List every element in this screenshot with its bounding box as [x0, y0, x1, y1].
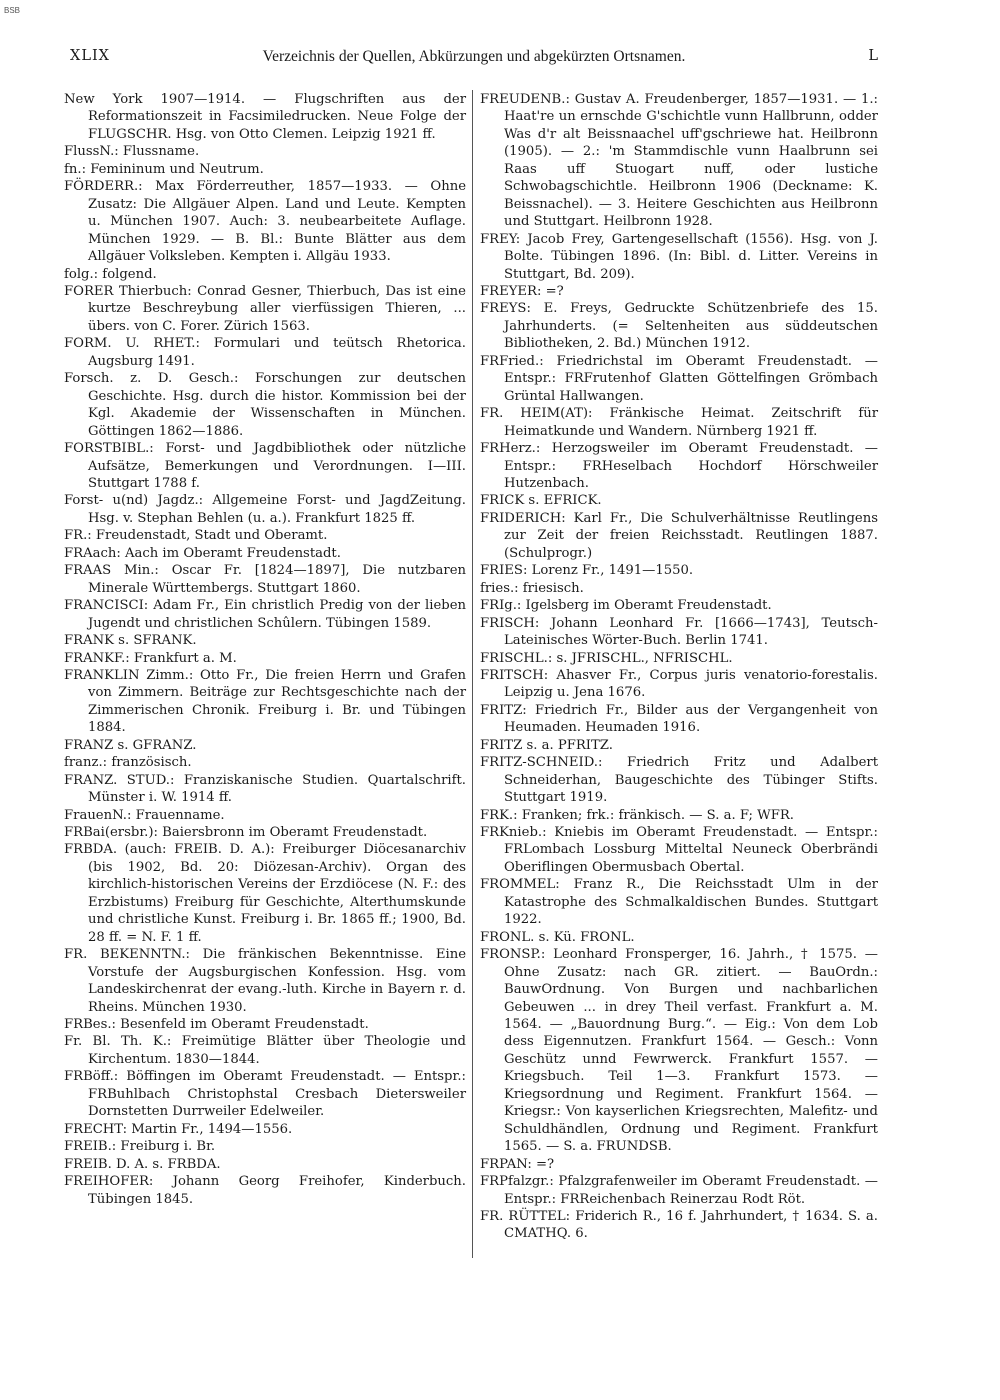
- dictionary-entry: FORM. U. RHET.: Formulari und teütsch Rhetorica. Augsburg 1491.: [64, 336, 466, 369]
- dictionary-entry: FlussN.: Flussname.: [64, 144, 200, 160]
- dictionary-entry: FRANKF.: Frankfurt a. M.: [64, 650, 237, 666]
- dictionary-entry: FRITZ: Friedrich Fr., Bilder aus der Vergangenheit von Heumaden. Heumaden 1916.: [480, 702, 878, 736]
- dictionary-entry: FRIg.: Igelsberg im Oberamt Freudenstadt.: [480, 598, 772, 614]
- dictionary-entry: FRISCH: Johann Leonhard Fr. [1666—1743], Teutsch-Lateinisches Wörter-Buch. Berlin 1741.: [480, 615, 878, 649]
- dictionary-entry: FRHerz.: Herzogsweiler im Oberamt Freudenstadt. — Entspr.: FRHeselbach Hochdorf Hörschweiler Hutzenbach.: [480, 441, 878, 491]
- dictionary-entry: Forsch. z. D. Gesch.: Forschungen zur deutschen Geschichte. Hsg. durch die histor. Kommission bei der Kgl. Akademie der Wissenschaften in München. Göttingen 1862—1886.: [64, 371, 466, 439]
- dictionary-entry: fries.: friesisch.: [480, 580, 584, 596]
- dictionary-entry: FRONSP.: Leonhard Fronsperger, 16. Jahrh., † 1575. — Ohne Zusatz: nach GR. zitiert. — BauOrdn.: BauwOrdnung. Von Burgen und nachbarlichen Gebeuwen ... in drey Theil verfast. Frankfurt a. M. 1564. — „Bauordnung Burg.“. — Eig.: Von dem Lob dess Eigennutzen. Frankfurt 1564. — Gesch.: Vonn Geschütz unnd Fewrwerck. Frankfurt 1557. — Kriegsbuch. Teil 1—3. Frankfurt 1573. — Kriegsordnung und Regiment. Frankfurt 1564. — Kriegsr.: Von kayserlichen Kriegsrechten, Malefitz- und Schuldhändlen, Ordnung und Regiment. Frankfurt 1565. — S. a. FRUNDSB.: [480, 947, 878, 1155]
- dictionary-entry: FÖRDERR.: Max Förderreuther, 1857—1933. — Ohne Zusatz: Die Allgäuer Alpen. Land und Leute. Kempten u. München 1907. Auch: 3. neubearbeitete Auflage. München 1929. — B. Bl.: Bunte Blätter aus dem Allgäuer Volksleben. Kempten i. Allgäu 1933.: [64, 179, 466, 265]
- dictionary-entry: FR. BEKENNTN.: Die fränkischen Bekenntnisse. Eine Vorstufe der Augsburgischen Konfession. Hsg. vom Landeskirchenrat der evang.-luth. Kirche in Bayern r. d. Rheins. München 1930.: [64, 947, 466, 1015]
- dictionary-entry: FREUDENB.: Gustav A. Freudenberger, 1857—1931. — 1.: Haat're un ernschde G'schichtle vunn Hallbrunn, odder Was d'r alt Beissnaachel uff'gschriewe hat. Heilbronn (1905). — 2.: 'm Stammdischle vunn Haalbrunn sei Raas uff Stuogart nuff, oder lustiche Schwobagschichtle. Heilbronn 1906 (Deckname: K. Beissnachel). — 3. Heitere Geschichten aus Heilbronn und Stuttgart. Heilbronn 1928.: [480, 92, 878, 230]
- dictionary-entry: Forst- u(nd) Jagdz.: Allgemeine Forst- und JagdZeitung. Hsg. v. Stephan Behlen (u. a.). Frankfurt 1825 ff.: [64, 493, 466, 526]
- column-divider: [472, 90, 473, 1258]
- dictionary-entry: FRITSCH: Ahasver Fr., Corpus juris venatorio-forestalis. Leipzig u. Jena 1676.: [480, 667, 878, 701]
- dictionary-entry: FRANCISCI: Adam Fr., Ein christlich Predig von der lieben Jugendt und christlichen Schûlern. Tübingen 1589.: [64, 598, 466, 631]
- dictionary-entry: FREIB.: Freiburg i. Br.: [64, 1139, 216, 1155]
- dictionary-entry: folg.: folgend.: [64, 266, 157, 282]
- dictionary-entry: FR. RÜTTEL: Friderich R., 16 f. Jahrhundert, † 1634. S. a. CMATHQ. 6.: [480, 1209, 878, 1242]
- library-stamp: BSB: [4, 6, 21, 15]
- page-header: [70, 48, 878, 72]
- dictionary-entry: FRANK s. SFRANK.: [64, 633, 197, 649]
- dictionary-entry: FRITZ-SCHNEID.: Friedrich Fritz und Adalbert Schneiderhan, Baugeschichte des Tübinger Stifts. Stuttgart 1919.: [480, 755, 878, 806]
- dictionary-entry: FREY: Jacob Frey, Gartengesellschaft (1556). Hsg. von J. Bolte. Tübingen 1896. (In: Bibl. d. Litter. Vereins in Stuttgart, Bd. 209).: [480, 231, 878, 282]
- dictionary-entry: fn.: Femininum und Neutrum.: [64, 161, 264, 177]
- dictionary-entry: FRKnieb.: Kniebis im Oberamt Freudenstadt. — Entspr.: FRLombach Lossburg Mitteltal Neuneck Oberbrändi Oberiflingen Obermusbach Obertal.: [480, 825, 878, 875]
- dictionary-entry: Fr. Bl. Th. K.: Freimütige Blätter über Theologie und Kirchentum. 1830—1844.: [64, 1034, 466, 1067]
- dictionary-entry: FRAach: Aach im Oberamt Freudenstadt.: [64, 545, 341, 561]
- dictionary-entry: FRIES: Lorenz Fr., 1491—1550.: [480, 563, 694, 579]
- dictionary-entry: FORER Thierbuch: Conrad Gesner, Thierbuch, Das ist eine kurtze Beschreybung aller vierfüssigen Thieren, ... übers. von C. Forer. Zürich 1563.: [64, 283, 466, 334]
- page-number-left: XLIX: [70, 48, 111, 64]
- dictionary-entry: FREIB. D. A. s. FRBDA.: [64, 1156, 221, 1172]
- dictionary-entry: FR.: Freudenstadt, Stadt und Oberamt.: [64, 528, 328, 544]
- dictionary-entry: FRANZ s. GFRANZ.: [64, 737, 197, 753]
- page-number-right: L: [868, 48, 878, 64]
- dictionary-entry: FRECHT: Martin Fr., 1494—1556.: [64, 1121, 293, 1137]
- dictionary-entry: FRFried.: Friedrichstal im Oberamt Freudenstadt. — Entspr.: FRFrutenhof Glatten Göttelfingen Grömbach Grüntal Hallwangen.: [480, 353, 878, 404]
- dictionary-entry: franz.: französisch.: [64, 755, 192, 771]
- left-column: [64, 91, 466, 1208]
- dictionary-entry: FRPAN: =?: [480, 1156, 555, 1172]
- dictionary-entry: FRK.: Franken; frk.: fränkisch. — S. a. F; WFR.: [480, 807, 794, 823]
- dictionary-entry: FrauenN.: Frauenname.: [64, 807, 225, 823]
- dictionary-entry: FRANKLIN Zimm.: Otto Fr., Die freien Herrn und Grafen von Zimmern. Beiträge zur Rechtsgeschichte nach der Zimmerischen Chronik. Freiburg i. Br. und Tübingen 1884.: [64, 667, 466, 736]
- dictionary-entry: FRBöff.: Böffingen im Oberamt Freudenstadt. — Entspr.: FRBuhlbach Christophstal Cresbach Dietersweiler Dornstetten Durrweiler Edelweiler.: [64, 1069, 466, 1120]
- dictionary-entry: FRICK s. EFRICK.: [480, 493, 602, 509]
- page-title: Verzeichnis der Quellen, Abkürzungen und abgekürzten Ortsnamen.: [262, 48, 686, 65]
- dictionary-entry: FRAAS Min.: Oscar Fr. [1824—1897], Die nutzbaren Minerale Württembergs. Stuttgart 1860.: [64, 563, 466, 596]
- dictionary-entry: FREYS: E. Freys, Gedruckte Schützenbriefe des 15. Jahrhunderts. (= Seltenheiten aus süddeutschen Bibliotheken, 2. Bd.) München 1912.: [480, 301, 878, 352]
- dictionary-entry: FRPfalzgr.: Pfalzgrafenweiler im Oberamt Freudenstadt. — Entspr.: FRReichenbach Reinerzau Rodt Röt.: [480, 1174, 878, 1207]
- dictionary-entry: FRONL. s. Kü. FRONL.: [480, 929, 635, 945]
- dictionary-entry: New York 1907—1914. — Flugschriften aus der Reformationszeit in Facsimiledrucken. Neue Folge der FLUGSCHR. Hsg. von Otto Clemen. Leipzig 1921 ff.: [64, 92, 466, 142]
- dictionary-entry: FREYER: =?: [480, 283, 564, 299]
- dictionary-entry: FREIHOFER: Johann Georg Freihofer, Kinderbuch. Tübingen 1845.: [64, 1174, 466, 1207]
- dictionary-entry: FRBes.: Besenfeld im Oberamt Freudenstadt.: [64, 1017, 369, 1033]
- dictionary-entry: FORSTBIBL.: Forst- und Jagdbibliothek oder nützliche Aufsätze, Bemerkungen und Verordnungen. I—III. Stuttgart 1788 f.: [64, 441, 466, 491]
- dictionary-entry: FRIDERICH: Karl Fr., Die Schulverhältnisse Reutlingens zur Zeit der freien Reichsstadt. Reutlingen 1887. (Schulprogr.): [480, 510, 878, 561]
- dictionary-entry: FROMMEL: Franz R., Die Reichsstadt Ulm in der Katastrophe des Schmalkaldischen Bundes. Stuttgart 1922.: [480, 877, 878, 928]
- dictionary-entry: FRANZ. STUD.: Franziskanische Studien. Quartalschrift. Münster i. W. 1914 ff.: [64, 772, 466, 806]
- dictionary-entry: FRITZ s. a. PFRITZ.: [480, 737, 613, 753]
- dictionary-entry: FR. HEIM(AT): Fränkische Heimat. Zeitschrift für Heimatkunde und Wandern. Nürnberg 1921 ff.: [480, 406, 878, 439]
- right-column: [480, 91, 878, 1243]
- dictionary-entry: FRISCHL.: s. JFRISCHL., NFRISCHL.: [480, 650, 733, 666]
- dictionary-entry: FRBai(ersbr.): Baiersbronn im Oberamt Freudenstadt.: [64, 825, 428, 841]
- dictionary-entry: FRBDA. (auch: FREIB. D. A.): Freiburger Diöcesanarchiv (bis 1902, Bd. 20: Diözesan-Archiv). Organ des kirchlich-historischen Vereins der Erzdiöcese (N. F.: des Erzbistums) Freiburg für Geschichte, Alterthumskunde und christliche Kunst. Freiburg i. Br. 1865 ff.; 1900, Bd. 28 ff. = N. F. 1 ff.: [64, 842, 466, 945]
